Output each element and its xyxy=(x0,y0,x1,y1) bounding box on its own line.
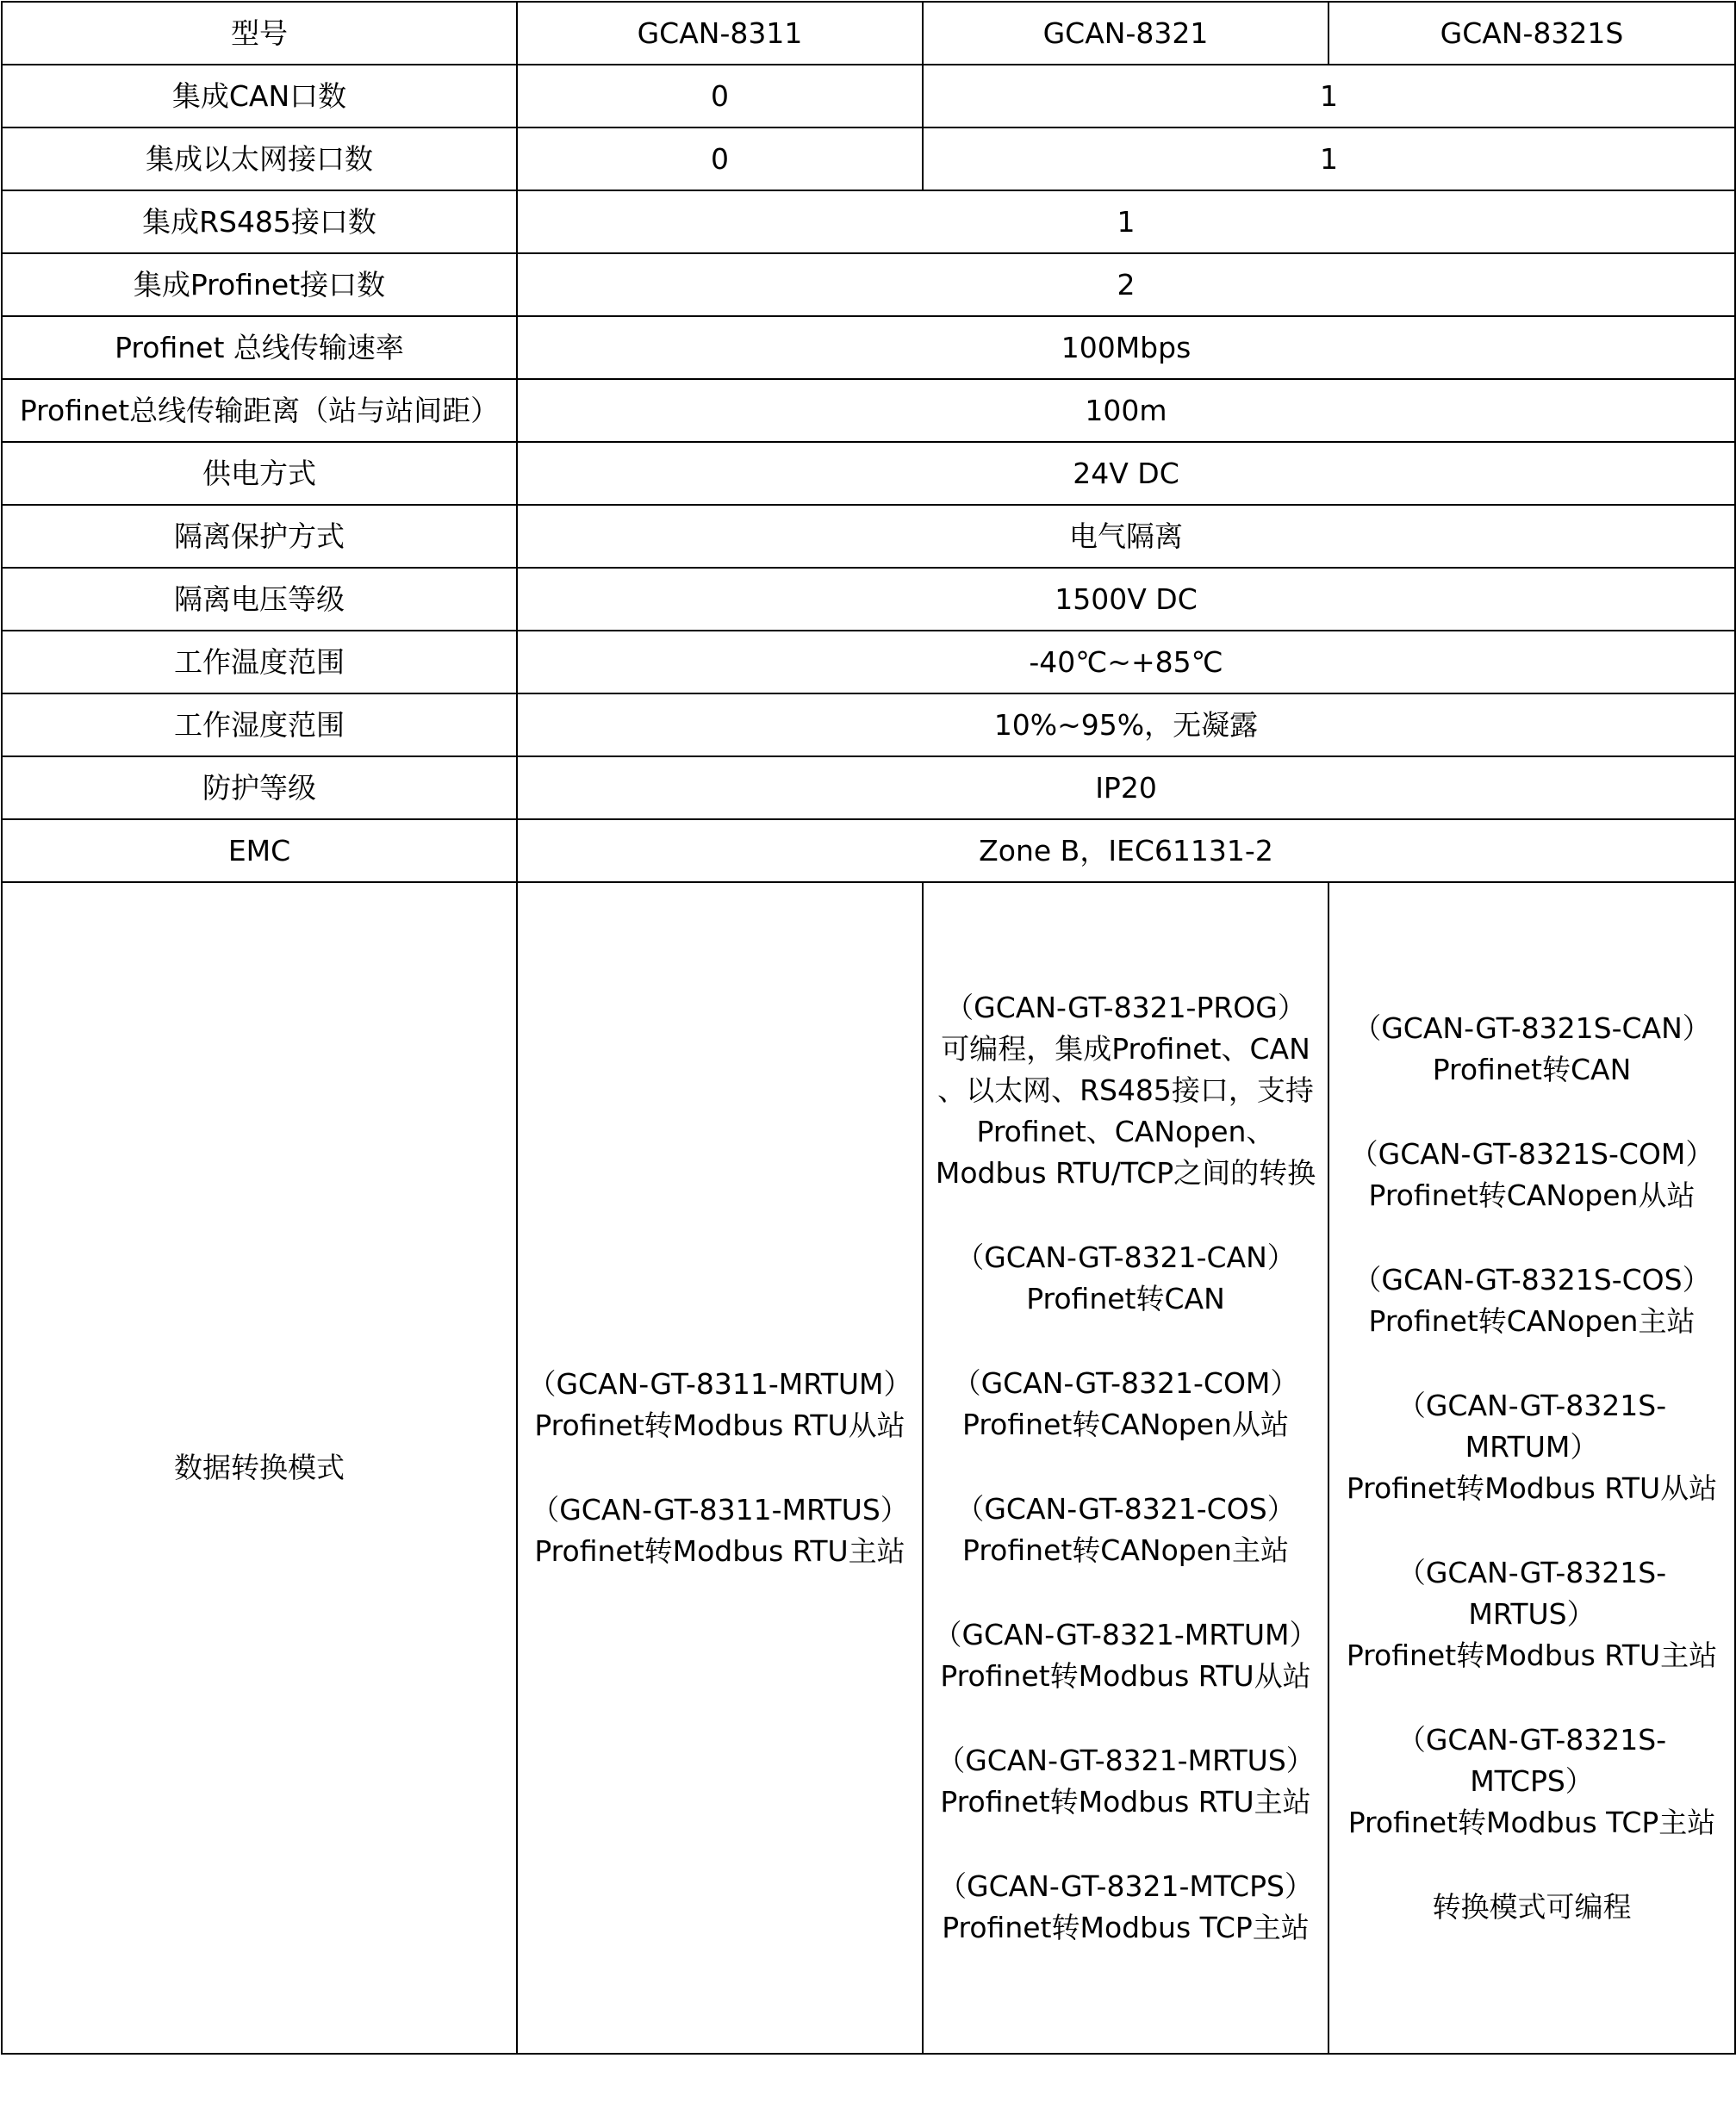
cell-value: 100Mbps xyxy=(517,316,1735,379)
mode-line: 、以太网、RS485接口，支持 xyxy=(937,1073,1314,1107)
mode-line: Profinet转Modbus RTU从站 xyxy=(1346,1471,1718,1505)
cell-value: 1 xyxy=(517,190,1735,253)
row-label: 隔离保护方式 xyxy=(2,505,517,568)
table-row xyxy=(2,190,1735,253)
mode-line: Profinet转CANopen主站 xyxy=(1368,1304,1696,1338)
modes-row xyxy=(2,882,1735,2054)
mode-line: Profinet转CANopen从站 xyxy=(1368,1178,1696,1212)
mode-line: Profinet转Modbus RTU从站 xyxy=(940,1659,1311,1693)
row-label: 集成以太网接口数 xyxy=(2,127,517,190)
cell-value: 1 xyxy=(923,65,1735,127)
mode-block xyxy=(1335,1134,1729,1216)
model-gcan-8311: GCAN-8311 xyxy=(517,2,923,65)
mode-line: （GCAN-GT-8321-CAN） xyxy=(955,1241,1296,1274)
mode-block xyxy=(1335,1887,1729,1928)
row-label: 集成RS485接口数 xyxy=(2,190,517,253)
mode-line: （GCAN-GT-8321S- xyxy=(1397,1389,1667,1422)
row-label: 集成CAN口数 xyxy=(2,65,517,127)
cell-value: 1 xyxy=(923,127,1735,190)
mode-line: （GCAN-GT-8321-PROG） xyxy=(945,991,1306,1024)
mode-block xyxy=(929,1740,1322,1823)
model-header-label: 型号 xyxy=(2,2,517,65)
table-row xyxy=(2,379,1735,442)
mode-block xyxy=(523,1489,917,1572)
mode-line: （GCAN-GT-8321-MRTUS） xyxy=(936,1744,1315,1777)
table-row xyxy=(2,631,1735,693)
table-row xyxy=(2,127,1735,190)
mode-line: （GCAN-GT-8321-MTCPS） xyxy=(938,1869,1313,1903)
cell-value: 电气隔离 xyxy=(517,505,1735,568)
mode-block xyxy=(929,987,1322,1194)
cell-value: 10%~95%，无凝露 xyxy=(517,693,1735,756)
row-label: 数据转换模式 xyxy=(2,882,517,2054)
mode-line: （GCAN-GT-8321-MRTUM） xyxy=(933,1618,1318,1651)
mode-block xyxy=(1335,1259,1729,1342)
mode-block xyxy=(929,1237,1322,1320)
cell-value: Zone B，IEC61131-2 xyxy=(517,819,1735,882)
cell-value: 2 xyxy=(517,253,1735,316)
row-label: 隔离电压等级 xyxy=(2,568,517,631)
mode-block xyxy=(929,1614,1322,1697)
model-gcan-8321: GCAN-8321 xyxy=(923,2,1328,65)
mode-line: （GCAN-GT-8321-COS） xyxy=(955,1492,1296,1526)
modes-gcan-8311 xyxy=(517,882,923,2054)
mode-block xyxy=(929,1489,1322,1571)
table-row xyxy=(2,756,1735,819)
mode-block xyxy=(1335,1385,1729,1509)
mode-line: Profinet转CAN xyxy=(1432,1053,1632,1086)
table-row xyxy=(2,819,1735,882)
cell-value: 0 xyxy=(517,65,923,127)
row-label: Profinet总线传输距离（站与站间距） xyxy=(2,379,517,442)
mode-line: （GCAN-GT-8311-MRTUM） xyxy=(527,1367,912,1401)
mode-line: Modbus RTU/TCP之间的转换 xyxy=(935,1156,1316,1190)
row-label: 集成Profinet接口数 xyxy=(2,253,517,316)
table-row xyxy=(2,253,1735,316)
mode-line: Profinet转CANopen主站 xyxy=(962,1533,1289,1567)
mode-line: Profinet转Modbus RTU主站 xyxy=(1346,1639,1718,1672)
mode-line: MRTUS） xyxy=(1468,1597,1596,1631)
table-row xyxy=(2,568,1735,631)
mode-line: （GCAN-GT-8321S-COS） xyxy=(1353,1263,1711,1297)
table-row xyxy=(2,65,1735,127)
table-row xyxy=(2,316,1735,379)
mode-line: Profinet转CANopen从站 xyxy=(962,1408,1289,1441)
mode-line: MRTUM） xyxy=(1465,1430,1599,1464)
cell-value: -40℃~+85℃ xyxy=(517,631,1735,693)
modes-gcan-8321 xyxy=(923,882,1328,2054)
mode-line: Profinet转Modbus RTU主站 xyxy=(534,1534,905,1568)
mode-line: （GCAN-GT-8321S- xyxy=(1397,1723,1667,1757)
row-label: 工作温度范围 xyxy=(2,631,517,693)
mode-line: （GCAN-GT-8321S-COM） xyxy=(1349,1137,1714,1171)
row-label: 工作湿度范围 xyxy=(2,693,517,756)
cell-value: IP20 xyxy=(517,756,1735,819)
mode-block xyxy=(1335,1008,1729,1091)
table-row xyxy=(2,505,1735,568)
mode-line: Profinet、CANopen、 xyxy=(976,1115,1275,1148)
mode-block xyxy=(523,1364,917,1446)
row-label: 防护等级 xyxy=(2,756,517,819)
mode-line: Profinet转CAN xyxy=(1026,1282,1225,1315)
table-row xyxy=(2,442,1735,505)
mode-line: （GCAN-GT-8321S- xyxy=(1397,1556,1667,1589)
cell-value: 100m xyxy=(517,379,1735,442)
mode-block xyxy=(1335,1552,1729,1676)
mode-line: Profinet转Modbus RTU主站 xyxy=(940,1785,1311,1819)
modes-gcan-8321s xyxy=(1328,882,1735,2054)
mode-line: （GCAN-GT-8321S-CAN） xyxy=(1353,1011,1711,1045)
mode-line: Profinet转Modbus TCP主站 xyxy=(942,1911,1310,1944)
cell-value: 0 xyxy=(517,127,923,190)
mode-block xyxy=(929,1363,1322,1446)
table-row xyxy=(2,693,1735,756)
row-label: Profinet 总线传输速率 xyxy=(2,316,517,379)
mode-line: 可编程，集成Profinet、CAN xyxy=(941,1032,1310,1066)
mode-line: Profinet转Modbus TCP主站 xyxy=(1347,1806,1716,1839)
model-gcan-8321s: GCAN-8321S xyxy=(1328,2,1735,65)
mode-line: Profinet转Modbus RTU从站 xyxy=(534,1408,905,1442)
mode-line: （GCAN-GT-8311-MRTUS） xyxy=(531,1493,909,1527)
cell-value: 1500V DC xyxy=(517,568,1735,631)
mode-line: MTCPS） xyxy=(1470,1764,1594,1798)
mode-block xyxy=(929,1866,1322,1949)
header-row xyxy=(2,2,1735,65)
row-label: 供电方式 xyxy=(2,442,517,505)
mode-line: 转换模式可编程 xyxy=(1432,1890,1632,1924)
cell-value: 24V DC xyxy=(517,442,1735,505)
mode-block xyxy=(1335,1719,1729,1844)
row-label: EMC xyxy=(2,819,517,882)
mode-line: （GCAN-GT-8321-COM） xyxy=(952,1366,1299,1400)
spec-table xyxy=(1,1,1736,2055)
